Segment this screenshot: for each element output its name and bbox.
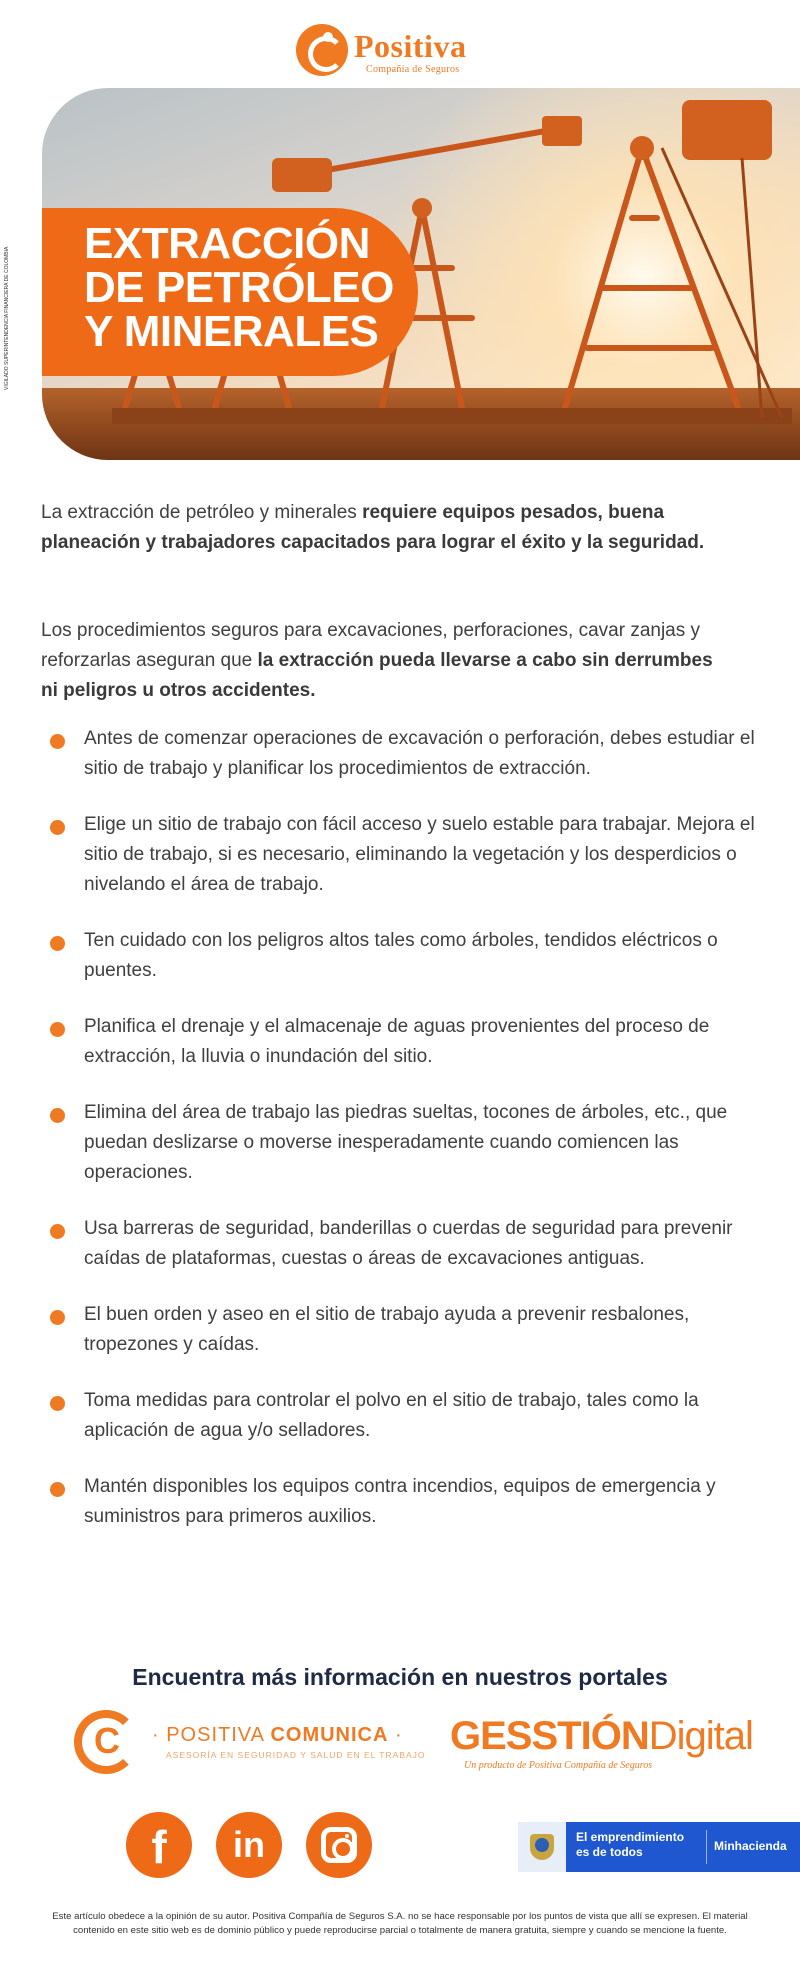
intro-paragraph-2-bold: la extracción pueda llevarse a cabo sin derrumbes ni peligros u otros accidentes. — [41, 650, 713, 701]
positiva-comunica-link[interactable] — [74, 1710, 426, 1778]
bullet-dot-icon — [50, 936, 65, 951]
disclaimer — [0, 1910, 800, 1938]
hero-title-line-3: Y MINERALES — [84, 307, 379, 356]
linkedin-icon[interactable] — [216, 1812, 282, 1878]
ministry-name: Minhacienda — [714, 1839, 787, 1853]
list-item — [50, 810, 770, 900]
gesstion-digital-logo — [450, 1714, 753, 1759]
government-banner[interactable] — [518, 1822, 800, 1872]
comunica-tagline: ASESORÍA EN SEGURIDAD Y SALUD EN EL TRABAJO — [166, 1750, 426, 1760]
positiva-comunica-icon — [74, 1710, 138, 1774]
brand-name: Positiva — [354, 28, 467, 64]
intro-paragraph-1-bold: requiere equipos pesados, buena planeación y trabajadores capacitados para lograr el éxito y la seguridad. — [41, 502, 705, 553]
gesstion-byline: Un producto de Positiva Compañía de Seguros — [464, 1760, 653, 1771]
intro-paragraph-2-text: Los procedimientos seguros para excavaciones, perforaciones, cavar zanjas y reforzarlas aseguran que — [41, 620, 701, 671]
bullet-dot-icon — [50, 1224, 65, 1239]
bullet-dot-icon — [50, 1022, 65, 1037]
list-item-text: Elige un sitio de trabajo con fácil acceso y suelo estable para trabajar. Mejora el sitio de trabajo, si es necesario, eliminando la vegetación y los desperdicios o nivelando el área de trabajo. — [84, 814, 755, 895]
list-item-text: Elimina del área de trabajo las piedras sueltas, tocones de árboles, etc., que puedan deslizarse o moverse inesperadamente cuando comiencen las operaciones. — [84, 1102, 728, 1183]
intro-paragraph-1 — [41, 498, 721, 558]
instagram-camera-icon — [321, 1827, 357, 1863]
list-item-text: Usa barreras de seguridad, banderillas o cuerdas de seguridad para prevenir caídas de plataformas, cuestas o áreas de excavaciones antiguas. — [84, 1218, 733, 1269]
instagram-icon[interactable] — [306, 1812, 372, 1878]
list-item-text: Antes de comenzar operaciones de excavación o perforación, debes estudiar el sitio de trabajo y planificar los procedimientos de extracción. — [84, 728, 755, 779]
list-item-text: Mantén disponibles los equipos contra incendios, equipos de emergencia y suministros para primeros auxilios. — [84, 1476, 716, 1527]
colombia-shield-icon — [518, 1822, 566, 1872]
government-message: El emprendimiento es de todos — [576, 1830, 685, 1859]
intro-paragraph-2 — [41, 616, 721, 706]
list-item — [50, 724, 770, 784]
government-divider — [706, 1830, 707, 1864]
list-item — [50, 1300, 770, 1360]
comunica-bold: COMUNICA — [270, 1724, 389, 1746]
hero-banner — [42, 88, 800, 460]
list-item — [50, 1098, 770, 1188]
list-item — [50, 926, 770, 986]
vigilado-label — [4, 246, 16, 390]
disclaimer-line-1: Este artículo obedece a la opinión de su autor. Positiva Compañía de Seguros S.A. no se hace responsable por los puntos de vista que allí se expresen. El material — [52, 1911, 748, 1922]
bullet-dot-icon — [50, 1108, 65, 1123]
list-item — [50, 1214, 770, 1274]
vigilado-text: VIGILADO SUPERINTENDENCIA FINANCIERA DE COLOMBIA — [4, 246, 10, 390]
bullet-dot-icon — [50, 734, 65, 749]
brand-subtitle: Compañía de Seguros — [366, 64, 460, 75]
linkedin-glyph: in — [233, 1824, 265, 1865]
facebook-glyph: f — [151, 1821, 167, 1873]
bullet-dot-icon — [50, 1310, 65, 1325]
list-item-text: El buen orden y aseo en el sitio de trabajo ayuda a prevenir resbalones, tropezones y caídas. — [84, 1304, 690, 1355]
portals-heading: Encuentra más información en nuestros portales — [132, 1664, 668, 1690]
facebook-icon[interactable] — [126, 1812, 192, 1878]
hero-title-line-2: DE PETRÓLEO — [84, 263, 394, 312]
gesstion-digital-link[interactable] — [450, 1714, 753, 1778]
positiva-logo-icon — [296, 24, 348, 76]
disclaimer-line-2: contenido en este sitio web es de dominio público y puede reproducirse parcial o totalmente de manera gratuita, siempre y cuando se mencione la fuente. — [73, 1925, 727, 1936]
list-item — [50, 1472, 770, 1532]
list-item-text: Toma medidas para controlar el polvo en el sitio de trabajo, tales como la aplicación de agua y/o selladores. — [84, 1390, 699, 1441]
list-item — [50, 1386, 770, 1446]
positiva-comunica-name: · POSITIVA COMUNICA · — [152, 1724, 403, 1746]
positiva-logo[interactable] — [296, 22, 506, 78]
gesstion-bold: GESSTIÓN — [450, 1714, 649, 1758]
intro-paragraph-1-text: La extracción de petróleo y minerales — [41, 502, 363, 523]
list-item — [50, 1012, 770, 1072]
list-item-text: Planifica el drenaje y el almacenaje de aguas provenientes del proceso de extracción, la lluvia o inundación del sitio. — [84, 1016, 710, 1067]
safety-tips-list — [50, 724, 770, 1532]
hero-title — [42, 208, 418, 376]
bullet-dot-icon — [50, 820, 65, 835]
comunica-prefix: POSITIVA — [166, 1724, 264, 1746]
bullet-dot-icon — [50, 1482, 65, 1497]
bullet-dot-icon — [50, 1396, 65, 1411]
list-item-text: Ten cuidado con los peligros altos tales como árboles, tendidos eléctricos o puentes. — [84, 930, 718, 981]
hero-title-line-1: EXTRACCIÓN — [84, 219, 370, 268]
gesstion-light: Digital — [648, 1714, 753, 1758]
